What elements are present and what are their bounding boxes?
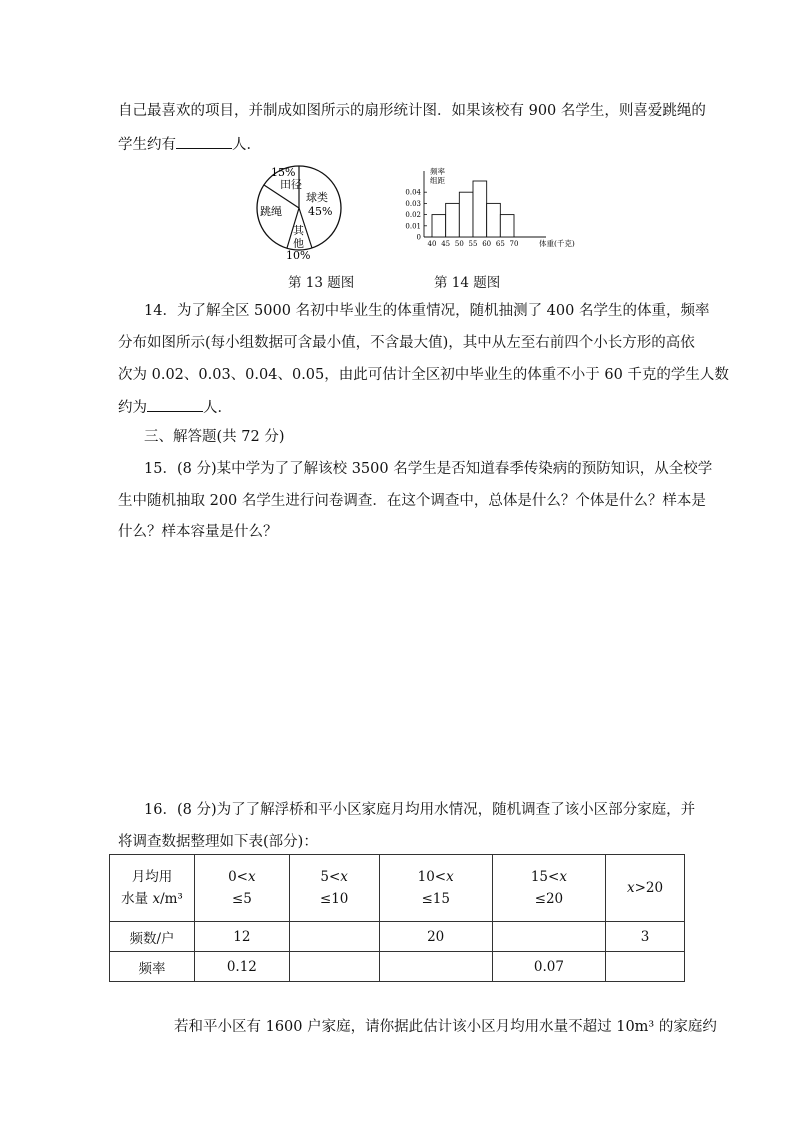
range-1-top <box>195 866 289 888</box>
range-1-b: ≤5 <box>231 891 252 907</box>
q16-after-line: 若和平小区有 1600 户家庭，请你据此估计该小区月均用水量不超过 10m³ 的家庭约 <box>174 1019 717 1035</box>
table-cell: 3 <box>606 922 685 952</box>
range-4-var: x <box>559 869 567 885</box>
table-cell <box>606 952 685 982</box>
range-4-b: ≤20 <box>534 891 564 907</box>
hist-y-tick-label: 0.01 <box>405 222 421 231</box>
intro-line-2-after: 人． <box>232 137 261 153</box>
pie-caption: 第 13 题图 <box>288 275 355 291</box>
pie-label-athletics: 田径 <box>280 178 302 191</box>
table-header-row <box>110 855 685 922</box>
intro-line-2-before: 学生约有 <box>118 137 176 153</box>
header-label-2b: /m³ <box>160 891 183 907</box>
q14-line-4 <box>118 396 232 418</box>
range-1-a: 0< <box>228 869 248 885</box>
answer-blank-14 <box>147 396 203 412</box>
table-cell <box>379 952 492 982</box>
hist-bar <box>459 192 473 237</box>
hist-xlabel: 体重(千克) <box>539 239 575 248</box>
section-heading: 三、解答题(共 72 分) <box>144 429 285 445</box>
range-4-a: 15< <box>530 869 560 885</box>
hist-x-tick-label: 55 <box>468 240 478 248</box>
hist-y-tick-label: 0.02 <box>405 211 421 220</box>
q15-line-3: 什么？样本容量是什么？ <box>118 524 278 540</box>
header-label-cell <box>110 855 195 922</box>
header-range-4 <box>492 855 605 922</box>
range-2-a: 5< <box>320 869 341 885</box>
table-cell: 12 <box>195 922 290 952</box>
hist-bar <box>432 215 446 237</box>
pie-label-other-2: 他 <box>293 237 304 250</box>
pie-label-athletics-pct: 15% <box>271 166 296 179</box>
q14-line-4-before: 约为 <box>118 400 147 416</box>
range-3-b: ≤15 <box>421 891 450 907</box>
table-cell: 0.07 <box>492 952 605 982</box>
range-3-a: 10< <box>417 869 447 885</box>
header-range-5 <box>606 855 685 922</box>
hist-bar <box>487 203 501 237</box>
header-range-1 <box>195 855 290 922</box>
q15-line-2: 生中随机抽取 200 名学生进行问卷调查．在这个调查中，总体是什么？个体是什么？样本是 <box>118 493 706 509</box>
hist-bar <box>500 215 514 237</box>
range-5-var: x <box>626 880 635 896</box>
hist-bar <box>473 181 487 237</box>
hist-x-tick-label: 60 <box>482 240 492 248</box>
hist-x-tick-label: 45 <box>441 240 451 248</box>
hist-x-tick-label: 70 <box>509 240 519 248</box>
q16-line-2: 将调查数据整理如下表(部分)： <box>118 834 318 850</box>
intro-line-2 <box>118 133 261 155</box>
pie-chart <box>250 158 346 262</box>
q14-line-3: 次为 0.02、0.03、0.04、0.05，由此可估计全区初中毕业生的体重不小于 60 千克的学生人数 <box>118 367 729 383</box>
range-3-top <box>380 866 492 888</box>
row-label-frequency: 频数/户 <box>110 922 195 952</box>
hist-x-tick-label: 40 <box>427 240 437 248</box>
q14-line-4-after: 人． <box>203 400 232 416</box>
pie-label-other-pct: 10% <box>286 249 311 262</box>
header-label-var: x <box>152 891 161 907</box>
pie-label-ball-pct: 45% <box>308 205 333 218</box>
table-row <box>110 922 685 952</box>
header-range-2 <box>289 855 379 922</box>
row-label-rate: 频率 <box>110 952 195 982</box>
range-2-top <box>290 866 379 888</box>
table-cell <box>492 922 605 952</box>
answer-blank-13 <box>176 133 232 149</box>
hist-x-tick-label: 65 <box>495 240 505 248</box>
hist-y-tick-label: 0 <box>416 233 421 242</box>
pie-label-rope: 跳绳 <box>260 205 282 218</box>
range-3-var: x <box>446 869 454 885</box>
hist-y-tick-label: 0.04 <box>405 188 421 197</box>
header-label-line-1: 月均用 <box>131 869 173 885</box>
header-range-3 <box>379 855 492 922</box>
water-usage-table <box>109 854 685 982</box>
table-row <box>110 952 685 982</box>
table-cell: 0.12 <box>195 952 290 982</box>
header-label-line-2 <box>110 888 194 910</box>
range-2-b: ≤10 <box>319 891 349 907</box>
range-5-rest: >20 <box>634 880 664 896</box>
header-label-2a: 水量 <box>121 891 153 907</box>
q15-line-1: 15．(8 分)某中学为了了解该校 3500 名学生是否知道春季传染病的预防知识，从全校学 <box>144 461 713 477</box>
table-cell <box>289 922 379 952</box>
pie-label-other-1: 其 <box>293 224 304 237</box>
range-2-var: x <box>340 869 348 885</box>
range-4-top <box>493 866 605 888</box>
histogram-caption: 第 14 题图 <box>434 275 501 291</box>
hist-x-tick-label: 50 <box>454 240 464 248</box>
table-cell: 20 <box>379 922 492 952</box>
hist-bar <box>446 203 460 237</box>
range-1-var: x <box>247 869 256 885</box>
hist-ylabel-1: 频率 <box>430 167 445 176</box>
histogram-chart <box>396 165 582 249</box>
table-cell <box>289 952 379 982</box>
intro-line-1: 自己最喜欢的项目，并制成如图所示的扇形统计图．如果该校有 900 名学生，则喜爱跳绳的 <box>118 103 706 119</box>
q14-line-2: 分布如图所示(每小组数据可含最小值，不含最大值)，其中从左至右前四个小长方形的高依 <box>118 335 695 351</box>
hist-ylabel-2: 组距 <box>430 176 445 185</box>
q16-line-1: 16．(8 分)为了了解浮桥和平小区家庭月均用水情况，随机调查了该小区部分家庭，并 <box>144 802 696 818</box>
hist-y-tick-label: 0.03 <box>405 199 421 208</box>
q14-line-1: 14．为了解全区 5000 名初中毕业生的体重情况，随机抽测了 400 名学生的体重，频率 <box>144 303 710 319</box>
pie-label-ball: 球类 <box>306 191 328 204</box>
